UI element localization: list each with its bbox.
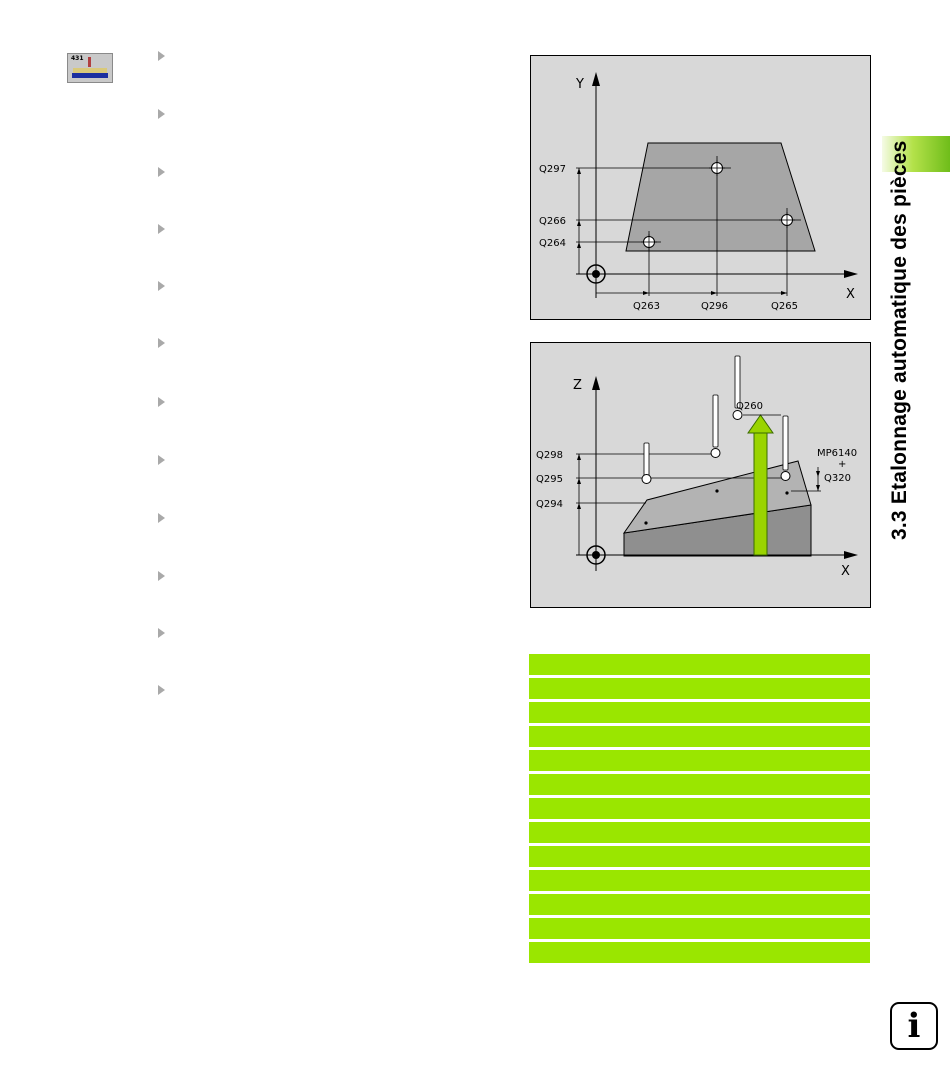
label-plus: + bbox=[838, 459, 847, 470]
bullet-marker-11 bbox=[158, 628, 165, 638]
label-q265: Q265 bbox=[771, 301, 798, 312]
table-row-3 bbox=[529, 702, 870, 723]
info-icon[interactable]: i bbox=[890, 1002, 938, 1050]
z-axis-arrow-icon bbox=[592, 376, 600, 390]
bullet-marker-3 bbox=[158, 167, 165, 177]
label-q295: Q295 bbox=[536, 474, 563, 485]
table-row-13 bbox=[529, 942, 870, 963]
z-axis-label: Z bbox=[573, 378, 582, 393]
label-q294: Q294 bbox=[536, 499, 563, 510]
label-q266: Q266 bbox=[539, 216, 566, 227]
cycle-number: 431 bbox=[71, 55, 84, 62]
stylus-icon bbox=[642, 443, 651, 484]
x-axis-label: X bbox=[841, 564, 850, 579]
label-q260: Q260 bbox=[736, 401, 763, 412]
label-mp6140: MP6140 bbox=[817, 448, 858, 459]
stylus-icon bbox=[711, 395, 720, 458]
x-axis-label: X bbox=[846, 287, 855, 302]
table-row-11 bbox=[529, 894, 870, 915]
bullet-marker-12 bbox=[158, 685, 165, 695]
bullet-marker-10 bbox=[158, 571, 165, 581]
figure-xz-plane bbox=[530, 342, 871, 608]
figure-xy-plane bbox=[530, 55, 871, 320]
retract-arrow-icon bbox=[748, 415, 773, 433]
table-row-6 bbox=[529, 774, 870, 795]
table-row-10 bbox=[529, 870, 870, 891]
y-axis-arrow-icon bbox=[592, 72, 600, 86]
table-row-2 bbox=[529, 678, 870, 699]
bullet-marker-7 bbox=[158, 397, 165, 407]
bullet-marker-8 bbox=[158, 455, 165, 465]
table-row-12 bbox=[529, 918, 870, 939]
label-q263: Q263 bbox=[633, 301, 660, 312]
cycle-431-icon bbox=[67, 53, 113, 83]
bullet-marker-6 bbox=[158, 338, 165, 348]
label-q296: Q296 bbox=[701, 301, 728, 312]
table-row-4 bbox=[529, 726, 870, 747]
x-axis-arrow-icon bbox=[844, 551, 858, 559]
x-axis-arrow-icon bbox=[844, 270, 858, 278]
bullet-marker-4 bbox=[158, 224, 165, 234]
bullet-marker-9 bbox=[158, 513, 165, 523]
label-q320: Q320 bbox=[824, 473, 851, 484]
table-row-8 bbox=[529, 822, 870, 843]
label-q298: Q298 bbox=[536, 450, 563, 461]
table-row-1 bbox=[529, 654, 870, 675]
y-axis-label: Y bbox=[576, 77, 584, 92]
table-row-7 bbox=[529, 798, 870, 819]
chapter-title: 3.3 Etalonnage automatique des pièces bbox=[888, 140, 911, 540]
bullet-marker-5 bbox=[158, 281, 165, 291]
table-row-5 bbox=[529, 750, 870, 771]
label-q297: Q297 bbox=[539, 164, 566, 175]
bullet-marker-1 bbox=[158, 51, 165, 61]
bullet-marker-2 bbox=[158, 109, 165, 119]
table-row-9 bbox=[529, 846, 870, 867]
label-q264: Q264 bbox=[539, 238, 566, 249]
